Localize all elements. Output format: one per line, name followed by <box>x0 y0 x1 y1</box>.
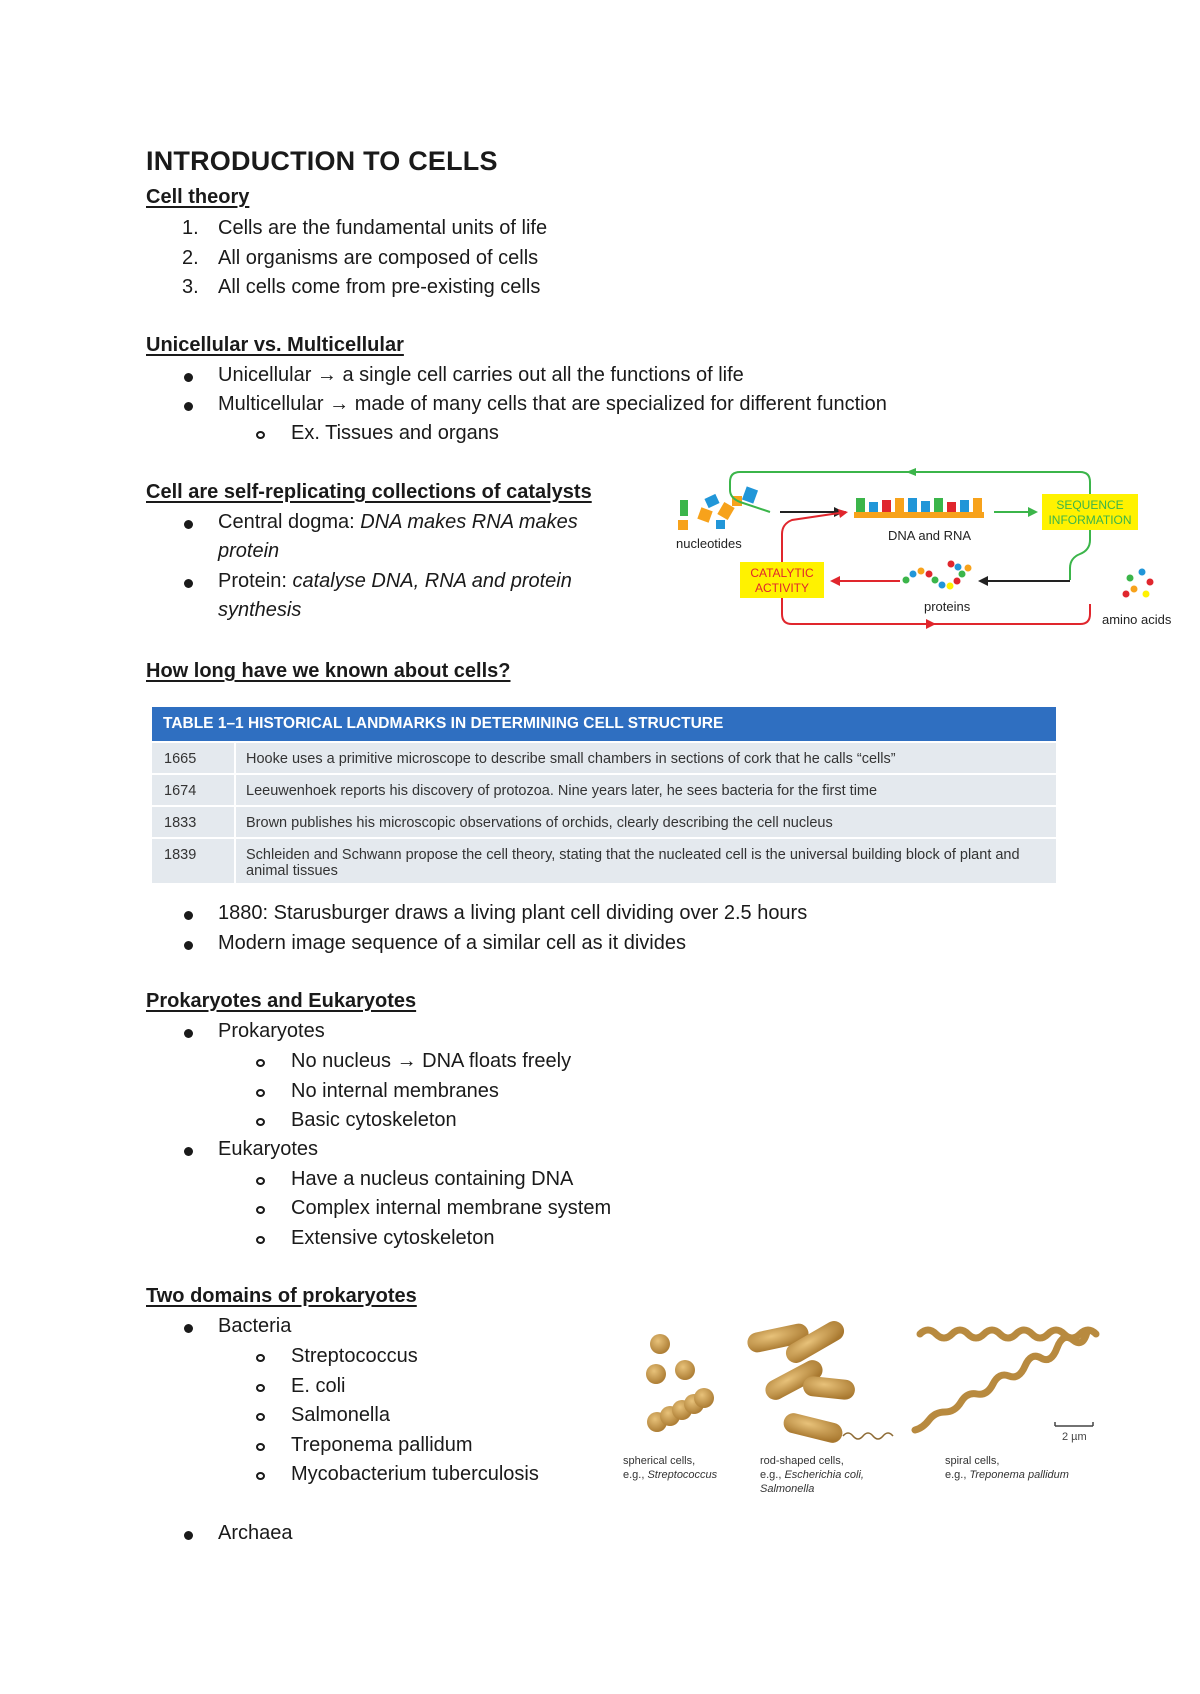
protein-text-cont: synthesis <box>218 599 302 621</box>
sub-bullet-icon <box>256 1059 265 1067</box>
page-title: INTRODUCTION TO CELLS <box>146 146 498 176</box>
spiral-cells-icon <box>915 1330 1096 1430</box>
sub-bullet-icon <box>256 1177 265 1185</box>
spiral-caption-2: e.g., Treponema pallidum <box>945 1469 1069 1481</box>
bullet-icon <box>184 911 193 920</box>
central-dogma-label: Central dogma: <box>218 511 361 533</box>
table-cell-text: Brown publishes his microscopic observations of orchids, clearly describing the cell nucleus <box>246 815 833 831</box>
heading-prok-euk: Prokaryotes and Eukaryotes <box>146 990 417 1012</box>
rod-caption-1: rod-shaped cells, <box>760 1455 844 1467</box>
nucleotides-label: nucleotides <box>676 536 742 551</box>
sequence-info-label-1: SEQUENCE <box>1056 498 1124 512</box>
dna-rna-label: DNA and RNA <box>888 528 972 543</box>
protein-text: catalyse DNA, RNA and protein <box>292 570 572 592</box>
list-item: Unicellular → a single cell carries out all the functions of life <box>218 364 744 386</box>
spherical-caption-2: e.g., Streptococcus <box>623 1469 718 1481</box>
scale-bar-label: 2 µm <box>1062 1431 1087 1443</box>
heading-catalysts: Cell are self-replicating collections of catalysts <box>146 481 592 503</box>
list-item: Bacteria <box>218 1315 292 1337</box>
sub-list-item: Have a nucleus containing DNA <box>291 1168 574 1190</box>
table-cell-text: Schleiden and Schwann propose the cell theory, stating that the nucleated cell is the universal building block of plant and animal tissues <box>246 847 1020 879</box>
spherical-cells-icon <box>646 1334 714 1432</box>
rod-caption-3: Salmonella <box>760 1483 815 1495</box>
sub-list-item: Mycobacterium tuberculosis <box>291 1463 539 1485</box>
sub-list-item: E. coli <box>291 1375 346 1397</box>
central-dogma-text: DNA makes RNA makes <box>360 511 578 533</box>
table-row <box>152 741 1056 773</box>
list-number: 1. <box>182 217 199 239</box>
sub-bullet-icon <box>256 1089 265 1097</box>
sub-list-item: Ex. Tissues and organs <box>291 422 499 444</box>
heading-unicellular: Unicellular vs. Multicellular <box>146 334 404 356</box>
amino-acids-label: amino acids <box>1102 612 1172 627</box>
sub-bullet-icon <box>256 1443 265 1451</box>
sub-list-item: Complex internal membrane system <box>291 1197 612 1219</box>
bullet-icon <box>184 941 193 950</box>
list-number: 3. <box>182 276 199 298</box>
sub-list-item: Extensive cytoskeleton <box>291 1227 495 1249</box>
table-title: TABLE 1–1 HISTORICAL LANDMARKS IN DETERMINING CELL STRUCTURE <box>152 707 1056 741</box>
sub-list-item: No internal membranes <box>291 1080 499 1102</box>
table-row <box>152 805 1056 837</box>
protein-label: Protein: <box>218 570 293 592</box>
sub-bullet-icon <box>256 1384 265 1392</box>
list-item: Modern image sequence of a similar cell as it divides <box>218 932 686 954</box>
list-number: 2. <box>182 247 199 269</box>
sub-bullet-icon <box>256 1472 265 1480</box>
list-item: Archaea <box>218 1522 293 1544</box>
rod-shaped-cells-icon <box>746 1318 893 1445</box>
sequence-info-label-2: INFORMATION <box>1048 513 1132 527</box>
bullet-icon <box>184 1029 193 1038</box>
spiral-caption-1: spiral cells, <box>945 1455 1000 1467</box>
nucleotides-icon <box>678 486 758 530</box>
table-cell-text: Hooke uses a primitive microscope to describe small chambers in sections of cork that he calls “cells” <box>246 751 896 767</box>
central-dogma-line <box>218 511 578 534</box>
proteins-label: proteins <box>924 599 971 614</box>
sub-list-item: Streptococcus <box>291 1345 418 1367</box>
sub-bullet-icon <box>256 1236 265 1244</box>
catalytic-label-1: CATALYTIC <box>750 566 814 580</box>
bullet-icon <box>184 373 193 382</box>
bullet-icon <box>184 1531 193 1540</box>
list-item: All cells come from pre-existing cells <box>218 276 541 298</box>
table-cell-text: Leeuwenhoek reports his discovery of protozoa. Nine years later, he sees bacteria for the first time <box>246 783 878 799</box>
dna-rna-icon <box>854 498 984 518</box>
bullet-icon <box>184 579 193 588</box>
sub-bullet-icon <box>256 1206 265 1214</box>
sub-bullet-icon <box>256 1118 265 1126</box>
sub-list-item: No nucleus → DNA floats freely <box>291 1050 572 1072</box>
list-item: Prokaryotes <box>218 1020 325 1042</box>
central-dogma-diagram <box>670 468 1180 636</box>
amino-acids-icon <box>1123 569 1154 598</box>
table-cell-year: 1674 <box>152 775 236 805</box>
sub-list-item: Basic cytoskeleton <box>291 1109 457 1131</box>
central-dogma-text-cont: protein <box>218 540 280 562</box>
heading-domains: Two domains of prokaryotes <box>146 1285 417 1307</box>
bullet-icon <box>184 1147 193 1156</box>
rod-caption-2: e.g., Escherichia coli, <box>760 1469 864 1481</box>
table-row <box>152 773 1056 805</box>
protein-line <box>218 570 572 593</box>
list-item: 1880: Starusburger draws a living plant cell dividing over 2.5 hours <box>218 902 808 924</box>
historical-landmarks-table <box>152 707 1056 883</box>
sub-bullet-icon <box>256 431 265 439</box>
sub-list-item: Treponema pallidum <box>291 1434 473 1456</box>
sub-bullet-icon <box>256 1413 265 1421</box>
spherical-caption-1: spherical cells, <box>623 1455 696 1467</box>
table-cell-year: 1665 <box>152 743 236 773</box>
proteins-icon <box>903 561 972 590</box>
sub-list-item: Salmonella <box>291 1404 390 1426</box>
table-row <box>152 837 1056 883</box>
bullet-icon <box>184 1324 193 1333</box>
heading-cell-theory: Cell theory <box>146 186 250 208</box>
catalytic-label-2: ACTIVITY <box>754 581 810 595</box>
list-item: Eukaryotes <box>218 1138 319 1160</box>
bullet-icon <box>184 402 193 411</box>
bacteria-shapes-figure <box>615 1318 1125 1498</box>
sub-bullet-icon <box>256 1354 265 1362</box>
table-cell-year: 1833 <box>152 807 236 837</box>
table-cell-year: 1839 <box>152 839 236 883</box>
bullet-icon <box>184 520 193 529</box>
list-item: Cells are the fundamental units of life <box>218 217 548 239</box>
heading-history: How long have we known about cells? <box>146 660 511 682</box>
list-item: All organisms are composed of cells <box>218 247 539 269</box>
list-item: Multicellular → made of many cells that are specialized for different function <box>218 393 887 415</box>
